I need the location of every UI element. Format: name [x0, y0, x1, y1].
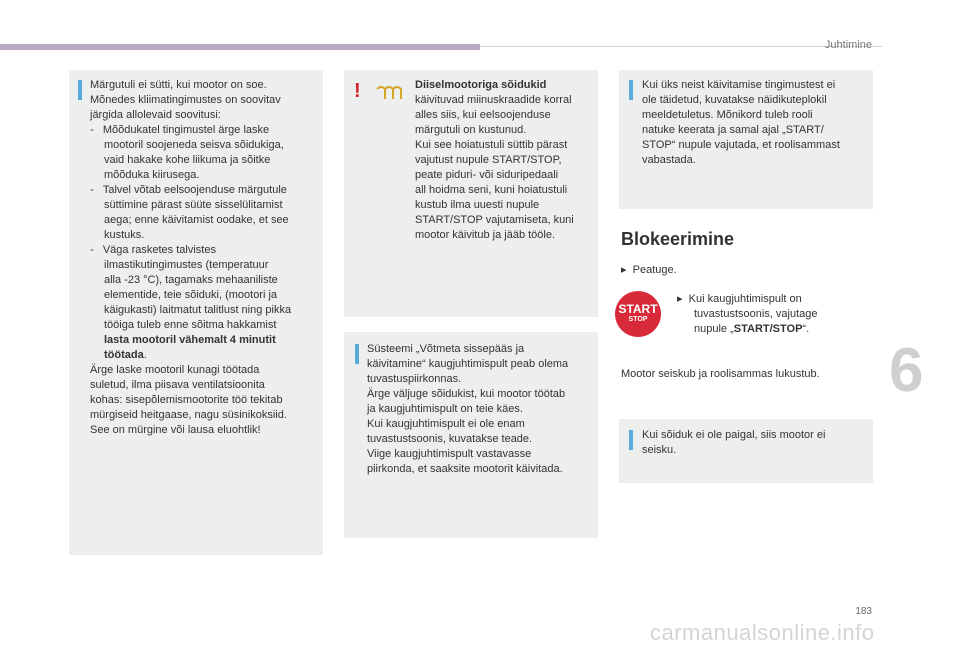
text-line: aega; enne käivitamist oodake, et see [104, 214, 289, 226]
text-line: seisku. [642, 444, 677, 456]
chapter-number: 6 [889, 336, 924, 405]
text-line: ole täidetud, kuvatakse näidikuteplokil [642, 94, 827, 106]
glow-plug-icon [375, 83, 405, 103]
step-bullet: ▸ Peatuge. [621, 264, 677, 276]
text-line: märgutuli on kustunud. [415, 124, 527, 136]
text-line: ilmastikutingimustes (temperatuur [104, 259, 269, 271]
warning-title: Diiselmootoriga sõidukid [415, 79, 547, 91]
text-line: Ärge väljuge sõidukist, kui mootor töötab [367, 388, 566, 400]
text-line: meeldetuletus. Mõnikord tuleb rooli [642, 109, 813, 121]
note-text-keyless [367, 342, 595, 477]
text-line: käigukasti) laitmatut talitlust ning pikka [104, 304, 292, 316]
text-line: piirkonda, et saaksite mootorit käivitada. [367, 463, 563, 475]
text-line: Mõnedes kliimatingimustes on soovitav [90, 94, 281, 106]
note-text-cold-weather [90, 78, 318, 438]
start-stop-button-icon: START STOP [615, 291, 661, 337]
text-line: Ärge laske mootoril kunagi töötada [90, 364, 260, 376]
text-line: alles siis, kui eelsoojenduse [415, 109, 551, 121]
text-line: järgida allolevaid soovitusi: [90, 109, 221, 121]
arrow-bullet-icon: ▸ [677, 293, 683, 305]
warning-text-diesel [415, 78, 595, 243]
text-line: suletud, ilma piisava ventilatsioonita [90, 379, 265, 391]
text-line: käivitamine“ kaugjuhtimispult peab olema [367, 358, 569, 370]
text-line: mootor käivitub ja jääb tööle. [415, 229, 556, 241]
header-rule [480, 46, 882, 47]
text-line: See on mürgine või lausa eluohtlik! [90, 424, 261, 436]
arrow-bullet-icon: ▸ [621, 264, 627, 276]
list-item: - Väga rasketes talvistes [90, 244, 216, 256]
text-line: START/STOP vajutamiseta, kuni [415, 214, 574, 226]
note-text-steering [642, 78, 870, 168]
info-icon [629, 80, 633, 100]
text-line: süttimine pärast süüte sisselülitamist [104, 199, 283, 211]
text-line: tööiga tuleb enne sõitma hakkamist [104, 319, 277, 331]
section-heading: Blokeerimine [621, 229, 735, 249]
section-title: Juhtimine [824, 39, 872, 51]
info-icon [355, 344, 359, 364]
text-line: kustub ilma uuesti nupule [415, 199, 540, 211]
text-line: Viige kaugjuhtimispult vastavasse [367, 448, 532, 460]
text-line: Kui üks neist käivitamise tingimustest ei [642, 79, 836, 91]
list-item: - Talvel võtab eelsoojenduse märgutule [90, 184, 287, 196]
text-line: kohas: sisepõlemismootorite töö tekitab [90, 394, 283, 406]
watermark: carmanualsonline.info [650, 620, 875, 645]
text-line: tuvastustsoonis, kuvatakse teade. [367, 433, 533, 445]
text-line: vaid hakake kohe liikuma ja sõitke [104, 154, 271, 166]
info-icon [629, 430, 633, 450]
text-line: peate piduri- või siduripedaali [415, 169, 559, 181]
result-text: Mootor seiskub ja roolisammas lukustub. [621, 368, 820, 380]
text-line: all hoidma seni, kuni hoiatustuli [415, 184, 568, 196]
text-line: Kui see hoiatustuli süttib pärast [415, 139, 568, 151]
text-line: mürgiseid heitgaase, nagu süsinikoksiid. [90, 409, 287, 421]
list-item: - Mõõdukatel tingimustel ärge laske [90, 124, 270, 136]
header-accent-bar [0, 44, 480, 50]
text-line: Kui sõiduk ei ole paigal, siis mootor ei [642, 429, 826, 441]
text-line: Süsteemi „Võtmeta sissepääs ja [367, 343, 525, 355]
text-line: kustuks. [104, 229, 145, 241]
text-line: mõõduka kiirusega. [104, 169, 200, 181]
info-icon [78, 80, 82, 100]
text-line: vabastada. [642, 154, 696, 166]
step-bullet: ▸ Kui kaugjuhtimispult on tuvastustsoonis, vajutage nupule „START/STOP“. [677, 293, 818, 335]
text-line: töötada. [104, 349, 147, 361]
text-line: tuvastuspiirkonnas. [367, 373, 462, 385]
text-line: vajutust nupule START/STOP, [415, 154, 562, 166]
text-line: STOP“ nupule vajutada, et roolisammast [642, 139, 840, 151]
text-line: mootoril soojeneda seisva sõidukiga, [104, 139, 284, 151]
text-line: alla -23 °C), tagamaks mehaaniliste [104, 274, 278, 286]
text-line: käivituvad miinuskraadide korral [415, 94, 572, 106]
text-line: elementide, teie sõiduki, (mootori ja [104, 289, 278, 301]
text-line: lasta mootoril vähemalt 4 minutit [104, 334, 276, 346]
page-number: 183 [855, 606, 872, 617]
warning-exclamation-icon: ! [354, 80, 361, 102]
text-line: Märgutuli ei sütti, kui mootor on soe. [90, 79, 267, 91]
text-line: Kui kaugjuhtimispult ei ole enam [367, 418, 525, 430]
text-line: ja kaugjuhtimispult on teie käes. [367, 403, 523, 415]
note-text-moving [642, 428, 870, 458]
text-line: natuke keerata ja samal ajal „START/ [642, 124, 824, 136]
